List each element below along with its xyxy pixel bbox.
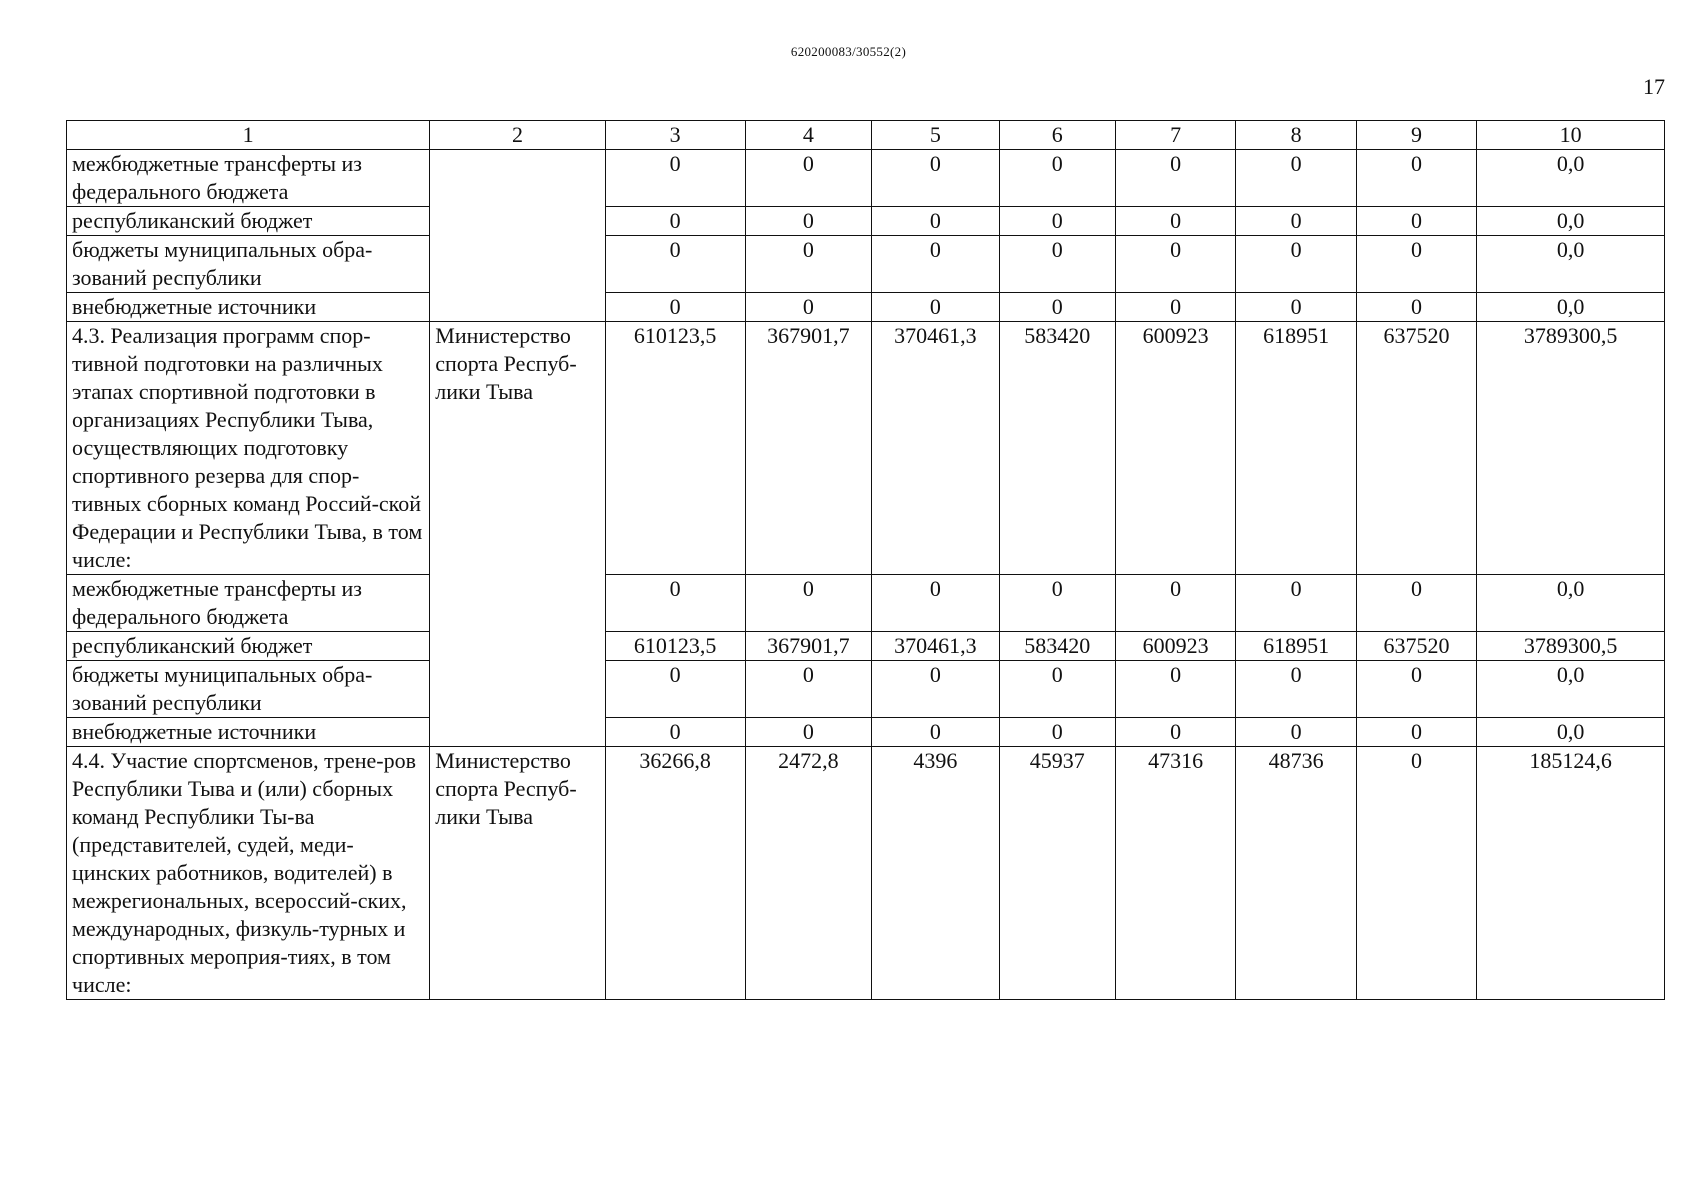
value-cell: 0 <box>745 236 872 293</box>
value-cell: 0 <box>1236 236 1356 293</box>
value-cell: 47316 <box>1115 747 1235 1000</box>
table-row <box>67 207 1665 236</box>
value-cell: 600923 <box>1115 632 1235 661</box>
value-cell: 0,0 <box>1477 207 1665 236</box>
row-label: межбюджетные трансферты из федерального бюджета <box>67 575 430 632</box>
value-cell: 618951 <box>1236 322 1356 575</box>
row-label: внебюджетные источники <box>67 718 430 747</box>
value-cell: 0 <box>872 150 1000 207</box>
value-cell: 2472,8 <box>745 747 872 1000</box>
value-cell: 0 <box>605 150 745 207</box>
value-cell: 0 <box>1115 575 1235 632</box>
value-cell: 0 <box>999 150 1115 207</box>
table-row <box>67 322 1665 575</box>
column-header: 7 <box>1115 121 1235 150</box>
responsible-executor: Министерство спорта Респуб-лики Тыва <box>430 322 606 747</box>
table-row <box>67 575 1665 632</box>
value-cell: 637520 <box>1356 632 1476 661</box>
row-label: 4.4. Участие спортсменов, трене-ров Республики Тыва и (или) сборных команд Республики Ты-ва (представителей, судей, меди-цинских работников, водителей) в межрегиональных, всероссий-ских, международных, физкуль-турных и спортивных мероприя-тиях, в том числе: <box>67 747 430 1000</box>
value-cell: 3789300,5 <box>1477 322 1665 575</box>
value-cell: 0 <box>605 661 745 718</box>
value-cell: 0 <box>1236 718 1356 747</box>
value-cell: 0 <box>1236 293 1356 322</box>
value-cell: 0 <box>1236 661 1356 718</box>
value-cell: 0 <box>605 293 745 322</box>
value-cell: 0,0 <box>1477 293 1665 322</box>
value-cell: 0 <box>1115 293 1235 322</box>
row-label: 4.3. Реализация программ спор-тивной подготовки на различных этапах спортивной подготовки в организациях Республики Тыва, осуществляющих подготовку спортивного резерва для спор-тивных сборных команд Россий-ской Федерации и Республики Тыва, в том числе: <box>67 322 430 575</box>
table-row <box>67 293 1665 322</box>
column-header: 10 <box>1477 121 1665 150</box>
page-number: 17 <box>1643 74 1665 99</box>
value-cell: 0 <box>1356 575 1476 632</box>
value-cell: 0 <box>605 718 745 747</box>
row-label: внебюджетные источники <box>67 293 430 322</box>
column-header: 6 <box>999 121 1115 150</box>
column-header: 8 <box>1236 121 1356 150</box>
value-cell: 610123,5 <box>605 632 745 661</box>
value-cell: 0 <box>872 718 1000 747</box>
value-cell: 0 <box>999 207 1115 236</box>
value-cell: 48736 <box>1236 747 1356 1000</box>
value-cell: 0 <box>605 207 745 236</box>
value-cell: 610123,5 <box>605 322 745 575</box>
row-label: республиканский бюджет <box>67 207 430 236</box>
value-cell: 4396 <box>872 747 1000 1000</box>
value-cell: 0 <box>872 575 1000 632</box>
value-cell: 0 <box>745 661 872 718</box>
value-cell: 0 <box>1356 747 1476 1000</box>
value-cell: 0 <box>999 293 1115 322</box>
budget-table <box>66 120 1665 1000</box>
value-cell: 0 <box>745 207 872 236</box>
value-cell: 583420 <box>999 322 1115 575</box>
table-row <box>67 150 1665 207</box>
value-cell: 0 <box>1236 207 1356 236</box>
value-cell: 3789300,5 <box>1477 632 1665 661</box>
column-header: 4 <box>745 121 872 150</box>
value-cell: 0 <box>1356 207 1476 236</box>
value-cell: 0 <box>872 236 1000 293</box>
value-cell: 0 <box>999 236 1115 293</box>
value-cell: 0 <box>872 207 1000 236</box>
value-cell: 370461,3 <box>872 322 1000 575</box>
table-row <box>67 661 1665 718</box>
document-id: 620200083/30552(2) <box>790 44 907 59</box>
value-cell: 0 <box>745 718 872 747</box>
value-cell: 0 <box>1115 718 1235 747</box>
value-cell: 0 <box>1115 150 1235 207</box>
value-cell: 0 <box>999 575 1115 632</box>
value-cell: 618951 <box>1236 632 1356 661</box>
value-cell: 637520 <box>1356 322 1476 575</box>
value-cell: 0 <box>872 293 1000 322</box>
value-cell: 0 <box>605 575 745 632</box>
value-cell: 0 <box>1356 236 1476 293</box>
row-label: межбюджетные трансферты из федерального бюджета <box>67 150 430 207</box>
value-cell: 0,0 <box>1477 575 1665 632</box>
value-cell: 0 <box>1356 150 1476 207</box>
value-cell: 0,0 <box>1477 661 1665 718</box>
responsible-executor: Министерство спорта Респуб-лики Тыва <box>430 747 606 1000</box>
value-cell: 0 <box>1115 207 1235 236</box>
value-cell: 0 <box>1115 236 1235 293</box>
value-cell: 0 <box>999 661 1115 718</box>
column-header: 9 <box>1356 121 1476 150</box>
column-header: 5 <box>872 121 1000 150</box>
row-label: бюджеты муниципальных обра-зований республики <box>67 661 430 718</box>
value-cell: 0 <box>872 661 1000 718</box>
value-cell: 0 <box>999 718 1115 747</box>
value-cell: 583420 <box>999 632 1115 661</box>
row-label: бюджеты муниципальных обра-зований республики <box>67 236 430 293</box>
value-cell: 0 <box>745 150 872 207</box>
value-cell: 0 <box>1356 661 1476 718</box>
value-cell: 185124,6 <box>1477 747 1665 1000</box>
value-cell: 0 <box>1236 575 1356 632</box>
value-cell: 0 <box>745 293 872 322</box>
table-row <box>67 718 1665 747</box>
column-header: 2 <box>430 121 606 150</box>
value-cell: 0,0 <box>1477 150 1665 207</box>
value-cell: 0 <box>1356 718 1476 747</box>
table-row <box>67 236 1665 293</box>
table-row <box>67 632 1665 661</box>
responsible-cell-empty <box>430 150 606 322</box>
value-cell: 370461,3 <box>872 632 1000 661</box>
value-cell: 45937 <box>999 747 1115 1000</box>
table-row <box>67 747 1665 1000</box>
column-header: 1 <box>67 121 430 150</box>
row-label: республиканский бюджет <box>67 632 430 661</box>
value-cell: 0 <box>1356 293 1476 322</box>
value-cell: 367901,7 <box>745 322 872 575</box>
column-number-row <box>67 121 1665 150</box>
column-header: 3 <box>605 121 745 150</box>
value-cell: 0 <box>1236 150 1356 207</box>
value-cell: 36266,8 <box>605 747 745 1000</box>
value-cell: 0 <box>605 236 745 293</box>
value-cell: 367901,7 <box>745 632 872 661</box>
value-cell: 0 <box>745 575 872 632</box>
value-cell: 600923 <box>1115 322 1235 575</box>
value-cell: 0,0 <box>1477 718 1665 747</box>
value-cell: 0,0 <box>1477 236 1665 293</box>
value-cell: 0 <box>1115 661 1235 718</box>
